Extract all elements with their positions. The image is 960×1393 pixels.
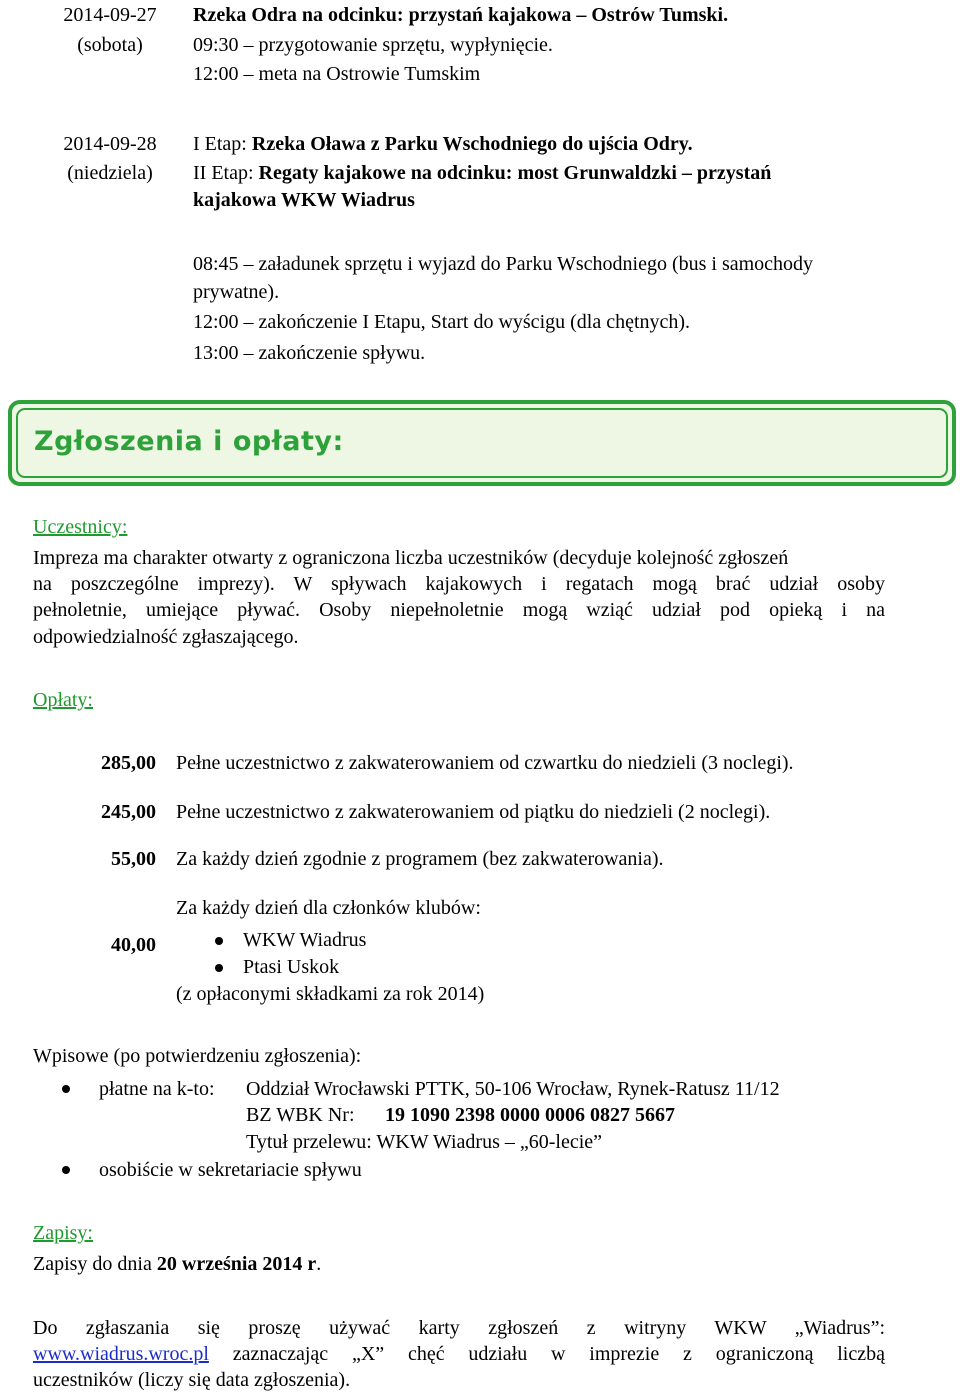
participants-line-3-text: pełnoletnie, umiejące pływać. Osoby niepełnoletnie mogą wziąć udział pod opieką i na	[33, 599, 885, 621]
day2-detail3: 13:00 – zakończenie spływu.	[193, 342, 426, 364]
stage2-prefix: II Etap:	[193, 162, 259, 184]
day2-stage2	[193, 160, 771, 186]
registration-para-line-1-text: Do zgłaszania się proszę używać karty zgłoszeń z witryny WKW „Wiadrus”:	[33, 1317, 885, 1339]
fee-description: Za każdy dzień zgodnie z programem (bez zakwaterowania).	[176, 848, 664, 870]
deadline-prefix: Zapisy do dnia	[33, 1253, 157, 1275]
transfer-title: Tytuł przelewu: WKW Wiadrus – „60-lecie”	[246, 1131, 603, 1153]
stage1-prefix: I Etap:	[193, 133, 252, 155]
registration-deadline	[33, 1251, 321, 1277]
day1-title: Rzeka Odra na odcinku: przystań kajakowa – Ostrów Tumski.	[193, 4, 729, 26]
registration-para-line-2-text: zaznaczając „X” chęć udziału w imprezie z ograniczoną liczbą	[208, 1343, 885, 1365]
participants-heading: Uczestnicy:	[33, 516, 128, 538]
registration-para-line-1	[33, 1315, 885, 1341]
fee-description: Pełne uczestnictwo z zakwaterowaniem od piątku do niedzieli (2 noclegi).	[176, 801, 771, 823]
day1-line2: 12:00 – meta na Ostrowie Tumskim	[193, 63, 481, 85]
deadline-suffix: .	[316, 1253, 322, 1275]
club-name: Ptasi Uskok	[243, 956, 340, 978]
day1-date: 2014-09-27	[63, 4, 157, 26]
bullet-icon	[215, 964, 223, 972]
club-fee-amount: 40,00	[111, 934, 156, 956]
participants-line-4: odpowiedzialność zgłaszającego.	[33, 626, 299, 648]
registration-para-line-3: uczestników (liczy się data zgłoszenia).	[33, 1369, 351, 1391]
participants-line-2	[33, 571, 885, 597]
bullet-icon	[215, 937, 223, 945]
club-fee-note: (z opłaconymi składkami za rok 2014)	[176, 983, 485, 1005]
bullet-icon	[62, 1085, 70, 1093]
bullet-icon	[62, 1166, 70, 1174]
account-holder: Oddział Wrocławski PTTK, 50-106 Wrocław, Rynek-Ratusz 11/12	[246, 1078, 780, 1100]
section-banner	[8, 400, 956, 486]
fee-amount: 55,00	[111, 848, 156, 870]
club-name: WKW Wiadrus	[243, 929, 367, 951]
day1-weekday: (sobota)	[77, 34, 143, 56]
stage2-title-cont: kajakowa WKW Wiadrus	[193, 189, 415, 211]
participants-line-3	[33, 597, 885, 623]
stage2-title: Regaty kajakowe na odcinku: most Grunwaldzki – przystań	[258, 162, 772, 184]
day2-detail1-cont: prywatne).	[193, 281, 280, 303]
club-fee-intro: Za każdy dzień dla członków klubów:	[176, 897, 481, 919]
pay-label: płatne na k-to:	[99, 1078, 215, 1100]
pay-in-person: osobiście w sekretariacie spływu	[99, 1159, 362, 1181]
day2-detail1: 08:45 – załadunek sprzętu i wyjazd do Parku Wschodniego (bus i samochody	[193, 253, 814, 275]
fee-amount: 245,00	[101, 801, 156, 823]
day2-stage1	[193, 131, 693, 157]
entry-fee-heading: Wpisowe (po potwierdzeniu zgłoszenia):	[33, 1045, 362, 1067]
bank-label: BZ WBK Nr:	[246, 1104, 355, 1126]
day2-weekday: (niedziela)	[67, 162, 153, 184]
stage1-title: Rzeka Oława z Parku Wschodniego do ujścia Odry.	[251, 133, 693, 155]
participants-line-1: Impreza ma charakter otwarty z ograniczona liczba uczestników (decyduje kolejność zgłoszeń	[33, 547, 789, 569]
registration-para-line-2	[33, 1341, 885, 1367]
fee-description: Pełne uczestnictwo z zakwaterowaniem od czwartku do niedzieli (3 noclegi).	[176, 752, 794, 774]
day2-detail2: 12:00 – zakończenie I Etapu, Start do wyścigu (dla chętnych).	[193, 311, 691, 333]
registration-heading: Zapisy:	[33, 1222, 93, 1244]
banner-title: Zgłoszenia i opłaty:	[34, 426, 344, 457]
day1-line1: 09:30 – przygotowanie sprzętu, wypłynięcie.	[193, 34, 553, 56]
participants-line-2-text: na poszczególne imprezy). W spływach kajakowych i regatach mogą brać udział osoby	[33, 573, 885, 595]
account-number: 19 1090 2398 0000 0006 0827 5667	[385, 1104, 675, 1126]
day2-date: 2014-09-28	[63, 133, 157, 155]
fees-heading: Opłaty:	[33, 689, 93, 711]
deadline-date: 20 września 2014 r	[156, 1253, 317, 1275]
wiadrus-website-link[interactable]: www.wiadrus.wroc.pl	[33, 1343, 209, 1365]
fee-amount: 285,00	[101, 752, 156, 774]
